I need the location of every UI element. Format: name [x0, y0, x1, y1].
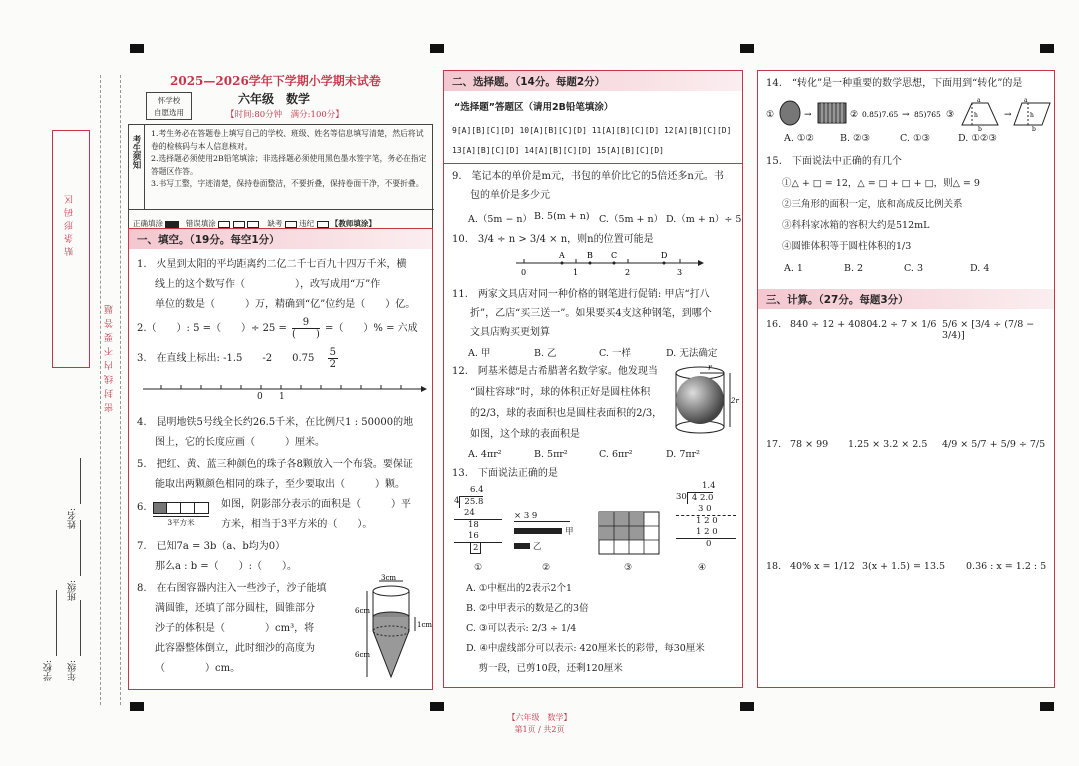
div-digit: 0: [706, 539, 712, 549]
frac-num: 5: [329, 347, 336, 358]
cone-cylinder-figure: [355, 573, 433, 685]
fig2-label: 乙: [533, 542, 542, 552]
q-line: 满圆锥，还填了部分圆柱，圆锥部分: [155, 603, 315, 614]
q12-option-d: D. 7πr²: [666, 449, 700, 460]
fig-label: h: [1030, 112, 1034, 119]
div-digit: 3 0: [676, 504, 736, 516]
school-line: [56, 590, 57, 656]
registration-mark: [430, 44, 444, 53]
violation-checkbox[interactable]: [317, 221, 329, 228]
frac-num: 9: [292, 317, 320, 329]
statement: ④圆锥体积等于圆柱体积的1/3: [782, 241, 912, 252]
q-line: 9. 笔记本的单价是m元，书包的单价比它的5倍还多n元。书: [452, 171, 724, 182]
seal-warning: 密封线内不要答题: [105, 300, 115, 412]
class-line: [80, 520, 81, 576]
q11-option-b: B. 乙: [534, 348, 557, 359]
q-line: 7. 已知7a = 3b（a、b均为0）: [137, 541, 286, 552]
q13-options: [466, 579, 736, 679]
question-1: [137, 255, 429, 315]
area-figure: [153, 502, 209, 528]
point-label: A: [559, 251, 565, 260]
registration-mark: [740, 702, 754, 711]
answer-num: 10: [519, 126, 530, 135]
q-line: 如图，阴影部分表示的面积是（ ）平: [221, 499, 411, 510]
answer-num: 14: [524, 146, 534, 155]
q-line: 4. 昆明地铁5号线全长约26.5千米，在比例尺1 : 50000的地: [137, 417, 414, 428]
statement: ②三角形的面积一定，底和高成反比例关系: [782, 199, 963, 210]
registration-mark: [740, 44, 754, 53]
answer-area-title: “选择题”答题区（请用2B铅笔填涂）: [454, 102, 614, 113]
calc-expr: 4.2 ÷ 7 × 1/6: [872, 319, 937, 330]
question-14: 14. “转化”是一种重要的数学思想，下面用到“转化”的是: [766, 78, 1023, 89]
point-label: C: [611, 251, 618, 260]
tick-label: 2: [625, 268, 631, 277]
calc-expr: 5/6 × [3/4 ÷ (7/8 − 3/4)]: [942, 319, 1035, 341]
notice-items: [151, 128, 429, 191]
calc-expr: 3(x + 1.5) = 13.5: [862, 561, 946, 572]
q-line: 1. 火星到太阳的平均距离约二亿二千七百九十四万千米，横: [137, 259, 407, 270]
time-score: 【时间:80分钟 满分:100分】: [226, 110, 344, 120]
calc-expr: 840 ÷ 12 + 4080: [790, 319, 873, 330]
q-line: 包的单价是多少元: [470, 190, 550, 201]
q-line: 11. 两家文具店对同一种价格的钢笔进行促销: 甲店“打八: [452, 289, 710, 300]
absent-label: 缺考: [267, 219, 283, 228]
question-8: [137, 579, 367, 679]
seal-line: [100, 75, 101, 705]
point-label: D: [661, 251, 668, 260]
q-line: 8. 在右图容器内注入一些沙子，沙子能填: [137, 583, 327, 594]
sphere-in-cylinder-figure: [668, 363, 738, 439]
q-line: 能取出两颗颜色相同的珠子，至少要取出（ ）颗。: [155, 479, 405, 490]
question-12: [452, 361, 672, 445]
notice-box: [128, 124, 433, 236]
registration-mark: [1040, 44, 1054, 53]
q11-option-d: D. 无法确定: [666, 348, 718, 359]
q13-option-b: B. ②中甲表示的数是乙的3倍: [466, 603, 589, 614]
q13-option-d: D. ④中虚线部分可以表示: 420厘米长的彩带，每30厘米: [466, 643, 705, 654]
q-text: 2.（ ）: 5 =（ ）÷ 25 =: [137, 323, 287, 334]
question-13: 13. 下面说法正确的是: [452, 468, 558, 479]
q14-option-c: C. ①③: [900, 133, 931, 144]
answer-num: 15: [596, 146, 607, 155]
fig-label: h: [974, 112, 978, 119]
column-3: [757, 70, 1055, 688]
notice-label: 考生须知: [129, 125, 145, 209]
answer-num: 12: [663, 126, 674, 135]
division-figure-4: [676, 481, 736, 550]
q-line: 线上的这个数写作（ ），改写成用“万”作: [155, 279, 381, 290]
name-label: 姓名:: [68, 508, 78, 530]
q-line: 单位的数是（ ）万，精确到“亿”位约是（ ）亿。: [155, 299, 416, 310]
q9-option-c: C.（5m + n）: [599, 214, 664, 225]
answer-bubbles[interactable]: [A][B][C][D]: [456, 126, 515, 135]
answer-num: 11: [591, 126, 602, 135]
tick-label: 3: [677, 268, 683, 277]
q9-option-b: B. 5(m + n): [534, 211, 590, 222]
answer-bubbles[interactable]: [A][B][C][D]: [606, 146, 664, 155]
svg-text:→: →: [804, 110, 812, 120]
notice-item: 3.书写工整，字迹清楚，保持卷面整洁，不要折叠，保持卷面干净，不要折叠。: [151, 179, 424, 188]
q-line: 折”，乙店“买三送一”。如果要买4支这种钢笔，到哪个: [470, 308, 712, 319]
q-line: 12. 阿基米德是古希腊著名数学家。他发现当: [452, 366, 658, 377]
q11-option-c: C. 一样: [599, 348, 631, 359]
fig-label-4: ④: [698, 563, 707, 573]
q14-option-a: A. ①②: [784, 133, 814, 144]
fig-label: b: [978, 126, 982, 133]
q15-statements: [782, 173, 1050, 257]
q15-option-b: B. 2: [844, 263, 864, 274]
q-line: 那么a : b =（ ）:（ ）。: [155, 561, 298, 572]
question-3: [137, 347, 429, 370]
fill-wrong-label: 错误填涂: [185, 219, 216, 228]
axis-label-1: 1: [279, 392, 285, 402]
registration-mark: [1040, 702, 1054, 711]
q-line: 文具店购买更划算: [470, 327, 550, 338]
fig-division: 0.85)7.65: [862, 110, 899, 119]
q12-option-b: B. 5πr²: [534, 449, 568, 460]
answer-num: 9: [452, 126, 457, 135]
grade-label: 年级:: [68, 660, 78, 682]
statement: ①△ + □ = 12，△ = □ + □ + □，则△ = 9: [782, 178, 980, 189]
q-line: 此容器整体倒立，此时细沙的高度为: [155, 643, 315, 654]
q-line: （ ）cm。: [155, 663, 241, 674]
question-11: [452, 285, 737, 342]
div-digit: 18: [468, 520, 479, 530]
grid-figure-3: [598, 511, 662, 557]
section-title: 一、填空。（19分。每空1分）: [129, 229, 432, 249]
grade-subject: 六年级 数学: [238, 92, 311, 106]
school-label: 学校:: [44, 660, 54, 682]
q-number: 18.: [766, 561, 782, 572]
fig-label-3: ③: [624, 563, 633, 573]
fig-division: 85)765: [914, 110, 941, 119]
fig-label-1: ①: [474, 563, 483, 573]
fig-label: r: [708, 363, 712, 372]
q-line: 5. 把红、黄、蓝三种颜色的珠子各8颗放入一个布袋。要保证: [137, 459, 413, 470]
fig-dimension: 6cm: [355, 651, 371, 659]
segment-figure-2: [514, 511, 584, 552]
class-label: 班级:: [68, 580, 78, 602]
column-2: [443, 70, 743, 688]
answer-bubbles[interactable]: [A][B][C][D]: [461, 146, 520, 155]
conversion-figures: [766, 97, 1051, 131]
answer-bubbles[interactable]: [A][B][C][D]: [529, 126, 587, 135]
q-line: 沙子的体积是（ ）cm³，将: [155, 623, 315, 634]
q-line: 方米，相当于3平方米的（ ）。: [221, 519, 373, 530]
fig-label: a: [977, 97, 981, 104]
q12-option-a: A. 4πr²: [468, 449, 502, 460]
div-digit: 1 2 0: [676, 527, 736, 539]
q14-option-b: B. ②③: [840, 133, 871, 144]
answer-num: 13: [452, 146, 462, 155]
q12-option-c: C. 6πr²: [599, 449, 633, 460]
q-text: =（ ）% = 六成: [325, 323, 418, 334]
q-line: 图上，它的长度应画（ ）厘米。: [155, 437, 325, 448]
svg-text:→: →: [902, 110, 910, 120]
grade-line: [80, 600, 81, 656]
calc-expr: 0.36 : x = 1.2 : 5: [966, 561, 1047, 572]
frac-den: 2: [329, 359, 336, 370]
column-1: [128, 70, 433, 690]
divider: [444, 163, 742, 164]
fig-num: ①: [766, 110, 775, 120]
fig-label: a: [1024, 97, 1028, 104]
q-line: 的2/3，球的表面积也是圆柱表面积的2/3，: [470, 408, 663, 419]
exam-title: 2025—2026学年下学期小学期末试卷: [170, 74, 381, 88]
registration-mark: [430, 702, 444, 711]
div-digit: 16: [454, 531, 502, 543]
answer-bubbles[interactable]: [A][B][C][D]: [533, 146, 592, 155]
section-title: 三、计算。（27分。每题3分）: [758, 289, 1054, 309]
teacher-fill-label: 【教师填涂】: [330, 219, 376, 228]
question-10: 10. 3/4 ÷ n > 3/4 × n，则n的位置可能是: [452, 234, 654, 245]
notice-item: 1.考生务必在答题卷上填写自己的学校、班级、姓名等信息填写清楚，然后将试卷的检核码与本人信息核对。: [151, 129, 424, 151]
section-fill-blank: [128, 228, 433, 690]
q-number: 17.: [766, 439, 782, 450]
question-7: [137, 537, 429, 577]
seal-line-inner: [120, 75, 121, 705]
calc-expr: 4/9 × 5/7 + 5/9 ÷ 7/5: [942, 439, 1046, 450]
div-digit: 2: [470, 542, 481, 554]
calc-expr: 40% x = 1/12: [790, 561, 855, 572]
badge-line: 自愿选用: [154, 108, 184, 117]
fig-label: b: [1032, 126, 1036, 133]
question-4: [137, 413, 429, 453]
calc-expr: 78 × 99: [790, 439, 829, 450]
answer-bubbles[interactable]: [A][B][C][D]: [601, 126, 660, 135]
fig-label-2: ②: [542, 563, 551, 573]
question-15: 15. 下面说法中正确的有几个: [766, 156, 902, 167]
div-digit: 6.4: [470, 485, 484, 495]
page-number: 第1页 / 共2页: [514, 725, 565, 734]
svg-text:→: →: [1004, 110, 1012, 120]
fig2-label: × 3 9: [514, 511, 570, 522]
q9-option-d: D.（m + n）÷ 5: [666, 214, 742, 225]
q13-option-a: A. ①中框出的2表示2个1: [466, 583, 573, 594]
q-line: “圆柱容球”时，球的体积正好是圆柱体积: [470, 387, 651, 398]
div-digit: 4: [454, 496, 460, 506]
statement: ③科科家冰箱的容积大约是512mL: [782, 220, 930, 231]
wrong-mark-icon: [247, 221, 259, 228]
q15-option-d: D. 4: [970, 263, 990, 274]
answer-grid[interactable]: [452, 121, 737, 161]
question-6-number: 6.: [137, 502, 147, 513]
absent-checkbox[interactable]: [285, 221, 297, 228]
notice-item: 2.选择题必须使用2B铅笔填涂；非选择题必须使用黑色墨水签字笔，务必在指定答题区作答。: [151, 154, 427, 176]
div-digit: 1.4: [702, 481, 716, 491]
answer-bubbles[interactable]: [A][B][C][D]: [673, 126, 732, 135]
tick-label: 0: [521, 268, 527, 277]
q15-option-a: A. 1: [784, 263, 803, 274]
section-title: 二、选择题。（14分。每题2分）: [444, 71, 742, 91]
fig2-label: 甲: [565, 527, 574, 537]
wrong-mark-icon: [233, 221, 245, 228]
q-number: 16.: [766, 319, 782, 330]
q9-option-a: A.（5m − n）: [468, 214, 533, 225]
question-6: [221, 495, 431, 535]
fig-dimension: 1cm: [417, 621, 433, 629]
school-badge: [146, 92, 192, 120]
question-2: 2.（ ）: 5 =（ ）÷ 25 = 9 ( ) =（ ）% = 六成: [137, 317, 418, 340]
filled-mark-icon: [165, 221, 179, 228]
q-text: 3. 在直线上标出: -1.5 -2 0.75: [137, 353, 315, 364]
question-9: [452, 167, 737, 205]
div-digit: 30: [676, 492, 687, 502]
div-digit: 24: [454, 508, 502, 520]
badge-line: 怀学校: [157, 96, 181, 105]
barcode-area: [52, 130, 90, 368]
fig-dimension: 3cm: [381, 574, 397, 582]
q14-option-d: D. ①②③: [958, 133, 997, 144]
fig-num: ②: [850, 110, 859, 120]
tick-label: 1: [573, 268, 579, 277]
violation-label: 违纪: [299, 219, 315, 228]
div-digit: 4 2.0: [687, 492, 714, 504]
q-line: 如图，这个球的表面积是: [470, 429, 580, 440]
axis-label-0: 0: [257, 392, 263, 402]
fig-dimension: 6cm: [355, 607, 371, 615]
footer-tag: 【六年级 数学】: [507, 713, 572, 722]
q13-option-c: C. ③可以表示: 2/3 ÷ 1/4: [466, 623, 577, 634]
div-digit: 25.8: [459, 496, 483, 508]
div-digit: 1 2 0: [696, 516, 718, 526]
wrong-mark-icon: [218, 221, 230, 228]
point-label: B: [587, 251, 593, 260]
area-caption: 3平方米: [153, 516, 209, 528]
q11-option-a: A. 甲: [468, 348, 491, 359]
name-line: [80, 458, 81, 504]
barcode-label: 贴条形码区: [65, 191, 75, 256]
question-5: [137, 455, 429, 495]
registration-mark: [130, 702, 144, 711]
calc-expr: 1.25 × 3.2 × 2.5: [848, 439, 928, 450]
q15-option-c: C. 3: [904, 263, 924, 274]
registration-mark: [130, 44, 144, 53]
fill-correct-label: 正确填涂: [133, 219, 163, 228]
division-figure-1: [454, 485, 502, 554]
fig-label: 2r: [731, 397, 739, 405]
q13-option-d-cont: 剪一段，已剪10段，还剩120厘米: [466, 663, 623, 674]
q10-number-line: [514, 251, 704, 281]
fig-num: ③: [946, 110, 955, 120]
